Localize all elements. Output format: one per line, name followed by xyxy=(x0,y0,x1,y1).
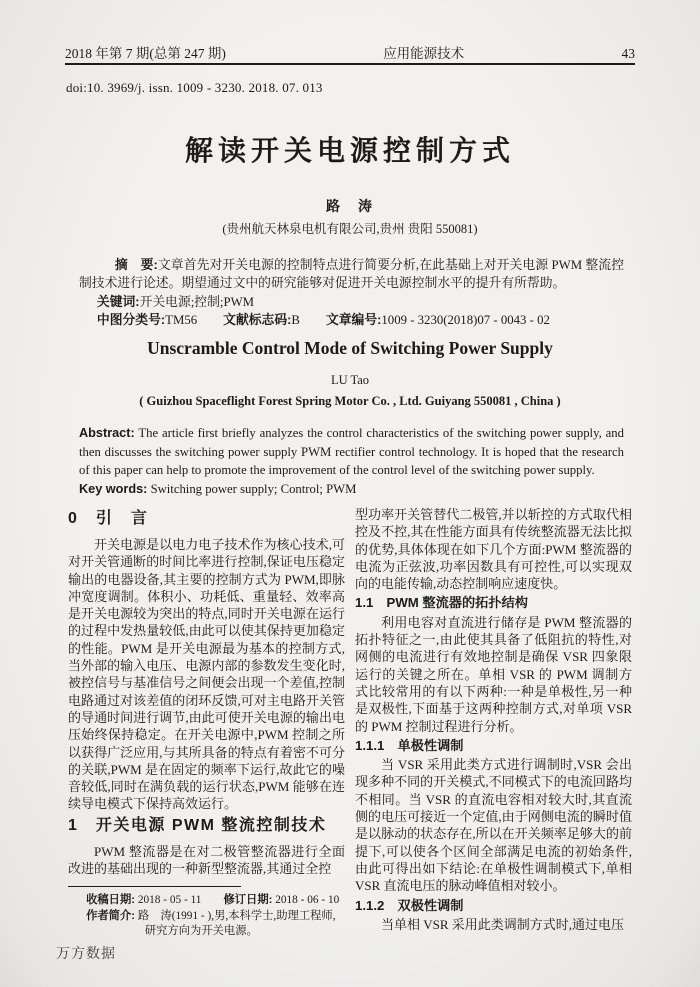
classification-line xyxy=(79,311,624,329)
page-header xyxy=(65,42,635,62)
english-keywords-label: Key words: xyxy=(79,481,148,496)
received-date-label: 收稿日期: xyxy=(86,894,136,907)
revised-date-value: 2018 - 06 - 10 xyxy=(275,894,340,907)
body-columns xyxy=(68,506,632,939)
section-1-1-1-paragraph: 当 VSR 采用此类方式进行调制时,VSR 会出现多种不同的开关模式,不同模式下的电流回路均不相同。当 VSR 的直流电容相对较大时,其直流侧的电压可接近一个定值,由于网侧电流的瞬时值是以脉动的状态存在,所以在开关频率足够大的前提下,可以使各个区间全部满足电流的初始条件,由此可得出如下结论:在单极性调制模式下,单相 VSR 直流电压的脉动峰值相对较小。 xyxy=(355,757,632,894)
left-column xyxy=(68,506,345,939)
abstract-label: 摘 要: xyxy=(114,257,158,272)
section-1-paragraph: PWM 整流器是在对二极管整流器进行全面改进的基础出现的一种新型整流器,其通过全控 xyxy=(68,843,345,877)
article-id-value: 1009 - 3230(2018)07 - 0043 - 02 xyxy=(381,312,550,327)
section-1-1-2-paragraph: 当单相 VSR 采用此类调制方式时,通过电压 xyxy=(381,916,625,932)
english-abstract-text: The article first briefly analyzes the control characteristics of the switching power supply, and then discusses the switching power supply PWM rectifier control technology. It is hoped that the research of this paper can help to promote the improvement of the control level of the switching power supply. xyxy=(79,426,624,478)
section-heading-1-1-2: 1.1.2 双极性调制 xyxy=(355,897,464,913)
section-heading-1-1: 1.1 PWM 整流器的拓扑结构 xyxy=(355,595,528,611)
english-abstract-block xyxy=(79,424,624,498)
footnote-rule xyxy=(68,886,241,887)
footnote-bio-line xyxy=(68,909,345,939)
english-title: Unscramble Control Mode of Switching Power Supply xyxy=(147,338,553,358)
section-heading-1-1-1: 1.1.1 单极性调制 xyxy=(355,737,464,753)
author-bio-label: 作者简介: xyxy=(86,909,136,922)
english-abstract-paragraph xyxy=(79,424,624,480)
article-id-pair xyxy=(326,313,550,327)
keywords-text: 开关电源;控制;PWM xyxy=(139,294,255,309)
footnote-dates-line xyxy=(68,893,345,908)
english-keywords-line xyxy=(79,480,624,499)
intro-paragraph: 开关电源是以电力电子技术作为核心技术,可对开关管通断的时间比率进行控制,保证电压稳定输出的电器设备,其主要的控制方式为 PWM,即脉冲宽度调制。体积小、功耗低、重量轻、效率高是开关电源较为突出的特点,同时开关电源在运行的过程中发热量较低,由此可以使其保持更加稳定的性能。PWM 是开关电源最为基本的控制方式,当外部的输入电压、电源内部的参数发生变化时,被控信号与基准信号之间便会出现一个差值,控制电路通过对该差值的闭环反馈,可对主电路开关管的导通时间进行调节,由此可使开关电源的输出电压始终保持稳定。在开关电源中,PWM 控制之所以获得广泛应用,与其所具备的特点有着密不可分的关联,PWM 是在固定的频率下运行,故此它的噪音较低,同时在满负载的运行状态,PWM 能够在连续导电模式下保持高效运行。 xyxy=(68,537,345,812)
right-column xyxy=(355,506,632,939)
clc-label: 中图分类号: xyxy=(96,311,166,327)
abstract-text: 文章首先对开关电源的控制特点进行简要分析,在此基础上对开关电源 PWM 整流控制技术进行论述。期望通过文中的研究能够对促进开关电源控制水平的提升有所帮助。 xyxy=(79,258,625,291)
section-1-continued-paragraph: 型功率开关管替代二极管,并以斩控的方式取代相控及不控,其在性能方面具有传统整流器无法比拟的优势,具体体现在如下几个方面:PWM 整流器的电流为正弦波,功率因数具有可控性,可以实现双向的电能传输,动态控制响应速度快。 xyxy=(355,507,632,592)
header-rule xyxy=(65,63,635,65)
section-1-1-paragraph: 利用电容对直流进行储存是 PWM 整流器的拓扑特征之一,由此使其具备了低阻抗的特性,对网侧的电流进行有效地控制是确保 VSR 四象限运行的关键之所在。单相 VSR 的 PWM 调制方式比较常用的有以下两种:一种是单极性,另一种是双极性,下面基于这两种控制方式,对单项 VSR 的 PWM 控制过程进行分析。 xyxy=(355,614,632,734)
footnote-block xyxy=(68,893,345,939)
english-author: LU Tao xyxy=(330,373,370,387)
chinese-abstract-block xyxy=(79,256,624,329)
wanfang-watermark: 万方数据 xyxy=(56,945,116,961)
english-abstract-label: Abstract: xyxy=(79,426,135,440)
revised-date-label: 修订日期: xyxy=(223,894,273,907)
header-page-number: 43 xyxy=(621,46,635,61)
doi-line: doi:10. 3969/j. issn. 1009 - 3230. 2018. 07. 013 xyxy=(66,80,323,95)
doc-code-value: B xyxy=(291,312,300,327)
header-issue: 2018 年第 7 期(总第 247 期) xyxy=(65,46,226,61)
author-name: 路 涛 xyxy=(326,200,374,215)
abstract-paragraph xyxy=(79,256,624,293)
doc-code-label: 文献标志码: xyxy=(223,311,292,327)
author-affiliation: (贵州航天林泉电机有限公司,贵州 贵阳 550081) xyxy=(222,222,478,236)
article-id-label: 文章编号: xyxy=(325,311,382,327)
section-heading-intro: 0 引 言 xyxy=(68,510,149,527)
keywords-line xyxy=(79,293,624,311)
keywords-label: 关键词: xyxy=(96,293,140,309)
english-keywords-text: Switching power supply; Control; PWM xyxy=(150,481,357,496)
clc-number: TM56 xyxy=(165,312,198,327)
section-heading-1: 1 开关电源 PWM 整流控制技术 xyxy=(68,816,327,834)
clc-pair xyxy=(97,313,197,327)
received-date-value: 2018 - 05 - 11 xyxy=(137,894,202,907)
doc-code-pair xyxy=(223,313,300,327)
header-journal-title: 应用能源技术 xyxy=(383,46,465,61)
article-title: 解读开关电源控制方式 xyxy=(184,136,515,167)
author-bio-value: 路 涛(1991 - ),男,本科学士,助理工程师,研究方向为开关电源。 xyxy=(137,909,336,937)
english-affiliation: ( Guizhou Spaceflight Forest Spring Motor Co. , Ltd. Guiyang 550081 , China ) xyxy=(139,394,561,408)
